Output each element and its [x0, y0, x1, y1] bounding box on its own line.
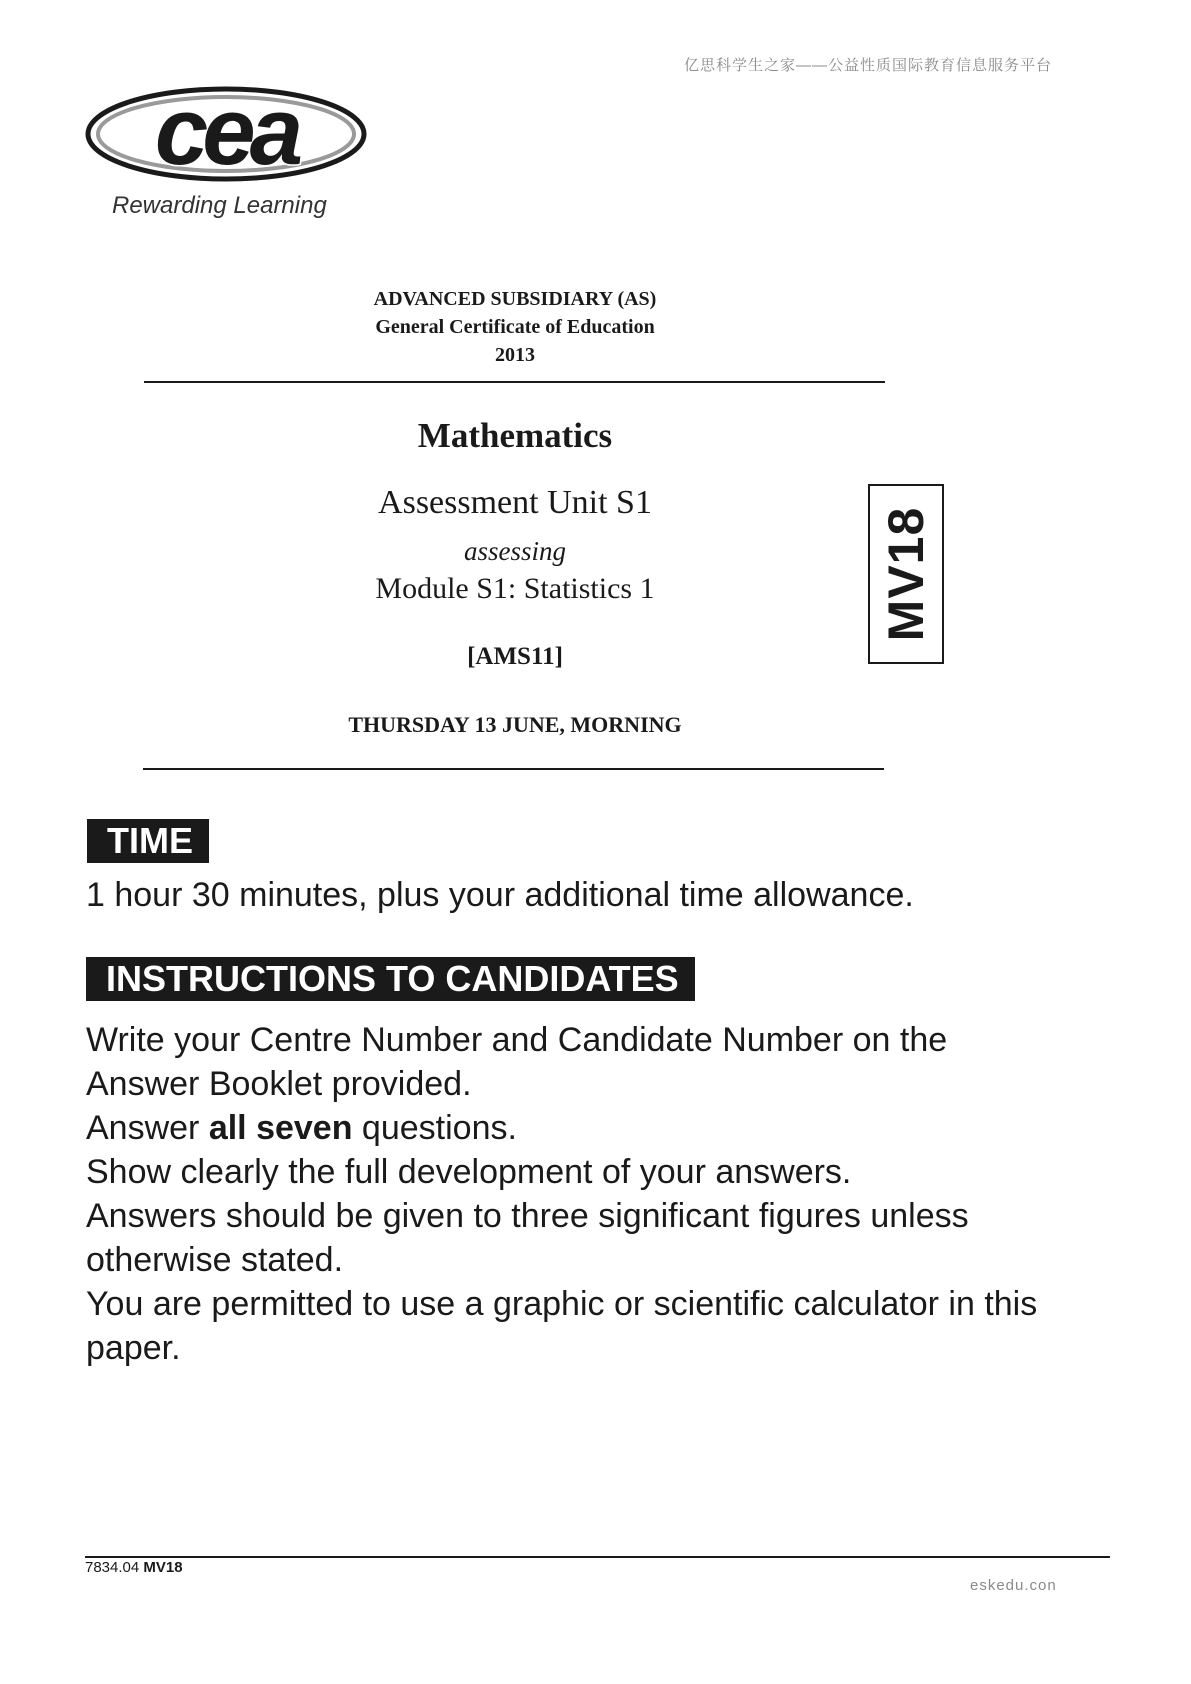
instructions-label: INSTRUCTIONS TO CANDIDATES [86, 957, 695, 1001]
paper-code: [AMS11] [467, 643, 563, 670]
logo-tagline: Rewarding Learning [112, 192, 327, 219]
instructions-list [86, 1018, 1037, 1370]
exam-date: THURSDAY 13 JUNE, MORNING [348, 712, 682, 737]
footer-code [85, 1559, 183, 1576]
year-heading: 2013 [495, 344, 535, 366]
paper-label: MV18 [878, 506, 934, 642]
footer-paper-code: MV18 [143, 1559, 183, 1576]
instruction-line [86, 1106, 1037, 1150]
module-title: Module S1: Statistics 1 [375, 572, 655, 605]
assessing-label: assessing [463, 536, 566, 566]
instruction-line: Answer Booklet provided. [86, 1065, 472, 1103]
svg-text:cea: cea [154, 84, 298, 184]
instruction-line: otherwise stated. [86, 1241, 344, 1279]
cea-logo [84, 84, 374, 184]
instruction-text: questions. [352, 1109, 517, 1147]
footer-number: 7834.04 [85, 1559, 140, 1576]
instruction-line: You are permitted to use a graphic or scientific calculator in this [86, 1285, 1038, 1323]
watermark-bottom: eskedu.con [970, 1577, 1057, 1594]
instruction-line: Write your Centre Number and Candidate Number on the [86, 1021, 948, 1059]
time-text: 1 hour 30 minutes, plus your additional time allowance. [86, 876, 914, 914]
footer-divider [85, 1556, 1110, 1558]
instruction-line: Answers should be given to three significant figures unless [86, 1197, 969, 1235]
watermark-top: 亿思科学生之家——公益性质国际教育信息服务平台 [684, 57, 1053, 74]
subject-title: Mathematics [417, 416, 613, 455]
instruction-text: Answer [86, 1109, 209, 1147]
qualification-heading: General Certificate of Education [375, 316, 655, 338]
time-label: TIME [87, 819, 209, 863]
level-heading: ADVANCED SUBSIDIARY (AS) [373, 288, 657, 310]
top-divider [144, 381, 885, 383]
bottom-divider [143, 768, 884, 770]
instruction-emphasis: all seven [208, 1109, 353, 1147]
instruction-line: Show clearly the full development of your answers. [86, 1153, 852, 1191]
instruction-line: paper. [86, 1329, 181, 1367]
unit-title: Assessment Unit S1 [378, 484, 652, 521]
paper-label-box [868, 484, 944, 664]
